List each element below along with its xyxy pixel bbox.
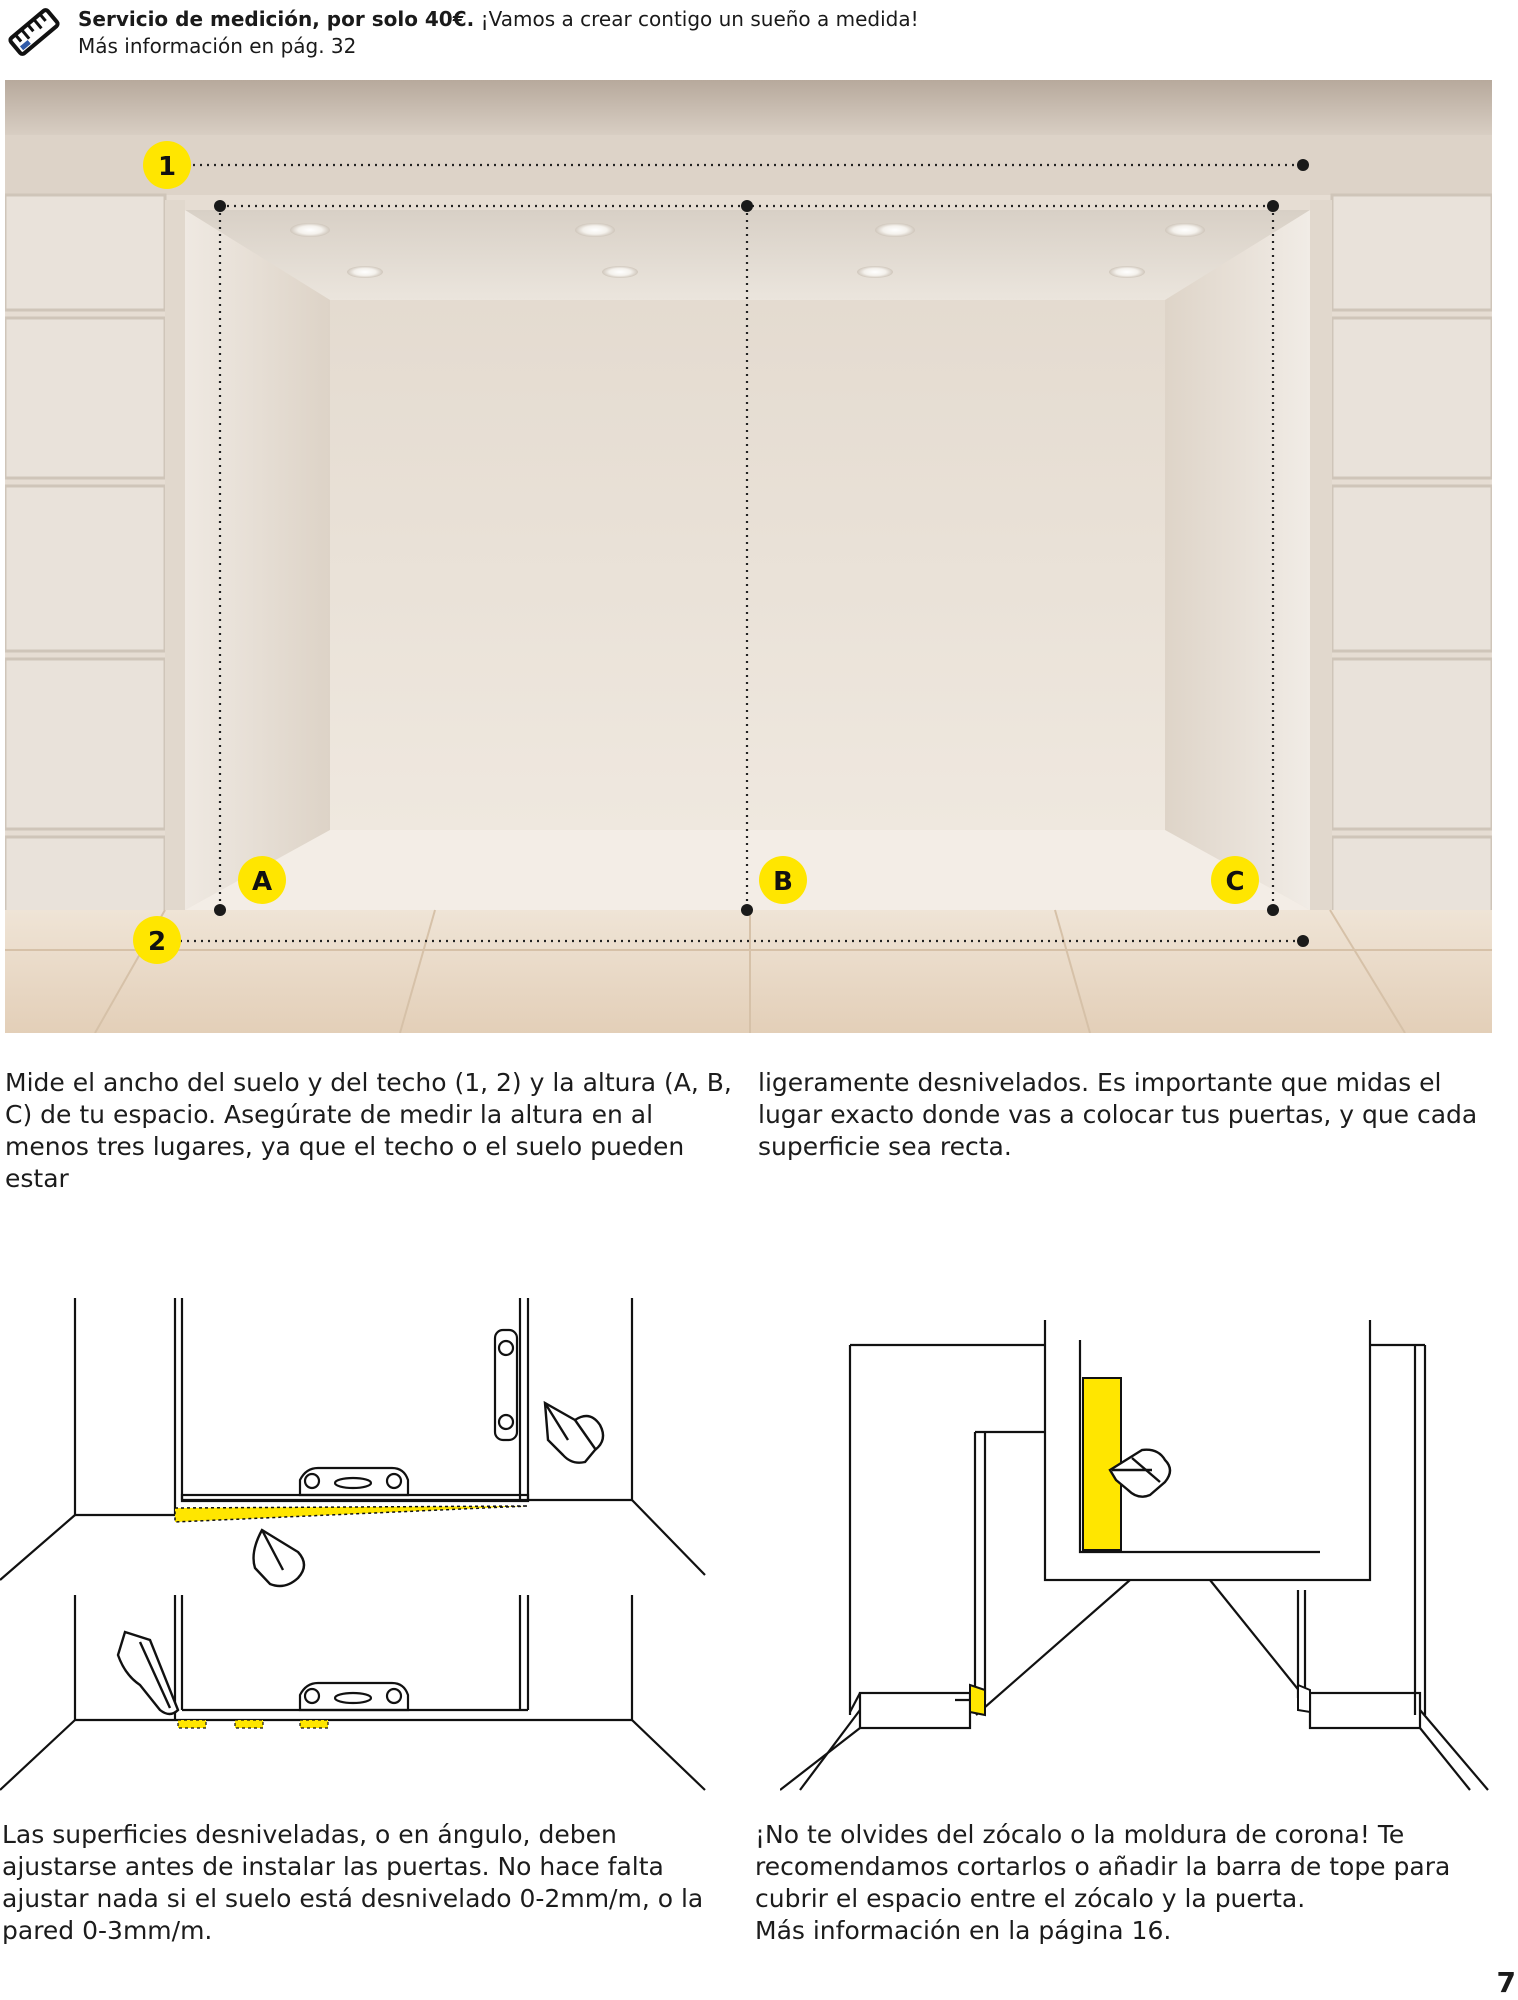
header-more-info: Más información en pág. 32: [78, 34, 357, 58]
marker-a-label: A: [251, 867, 273, 897]
measure-instructions-col2: ligeramente desnivelados. Es importante que midas el lugar exacto donde vas a colocar tus puertas, y que cada superficie sea recta.: [758, 1068, 1478, 1161]
marker-1-label: 1: [157, 152, 177, 182]
pointing-hand-icon-3: [118, 1632, 178, 1714]
uneven-surface-text: Las superficies desniveladas, o en ángulo, deben ajustarse antes de instalar las puertas. No hace falta ajustar nada si el suelo está desnivelado 0-2mm/m, o la pared 0-3mm/m.: [2, 1820, 704, 1945]
page-number: 7: [1496, 1966, 1516, 1999]
pointing-hand-icon: [545, 1403, 603, 1463]
marker-2-label: 2: [147, 927, 167, 957]
header-text: [78, 6, 919, 60]
header-bold: Servicio de medición, por solo 40€.: [78, 7, 475, 31]
measure-instructions-col1: Mide el ancho del suelo y del techo (1, 2) y la altura (A, B, C) de tu espacio. Asegúrate de medir la altura en al menos tres lugares, ya que el techo o el suelo pueden estar: [5, 1068, 732, 1193]
marker-1: [143, 141, 191, 189]
skirting-board-illustration: [780, 1320, 1500, 1800]
uneven-floor-illustration: [0, 1290, 710, 1810]
skirting-text: [755, 1819, 1495, 1947]
gap-highlight-left: [970, 1685, 985, 1715]
filler-strip-highlight: [1083, 1378, 1121, 1550]
marker-c: [1211, 856, 1259, 904]
marker-b: [759, 856, 807, 904]
skirting-text-body: ¡No te olvides del zócalo o la moldura de corona! Te recomendamos cortarlos o añadir la barra de tope para cubrir el espacio entre el zócalo y la puerta.: [755, 1820, 1451, 1913]
shim-highlights: [178, 1720, 328, 1728]
skirting-more-info: Más información en la página 16.: [755, 1916, 1172, 1945]
uneven-gap-highlight: [175, 1506, 528, 1522]
marker-2: [133, 916, 181, 964]
measuring-tape-icon: [6, 4, 62, 60]
marker-b-label: B: [773, 867, 793, 897]
gap-highlight-right: [1298, 1685, 1310, 1712]
marker-c-label: C: [1225, 867, 1245, 897]
alcove-photo: [5, 80, 1492, 1033]
page-header: [0, 0, 1518, 70]
header-tagline: ¡Vamos a crear contigo un sueño a medida!: [474, 7, 919, 31]
left-wall-panels: [5, 195, 165, 932]
marker-a: [238, 856, 286, 904]
pointing-hand-icon-2: [254, 1530, 304, 1586]
right-wall-panels: [1332, 195, 1492, 932]
